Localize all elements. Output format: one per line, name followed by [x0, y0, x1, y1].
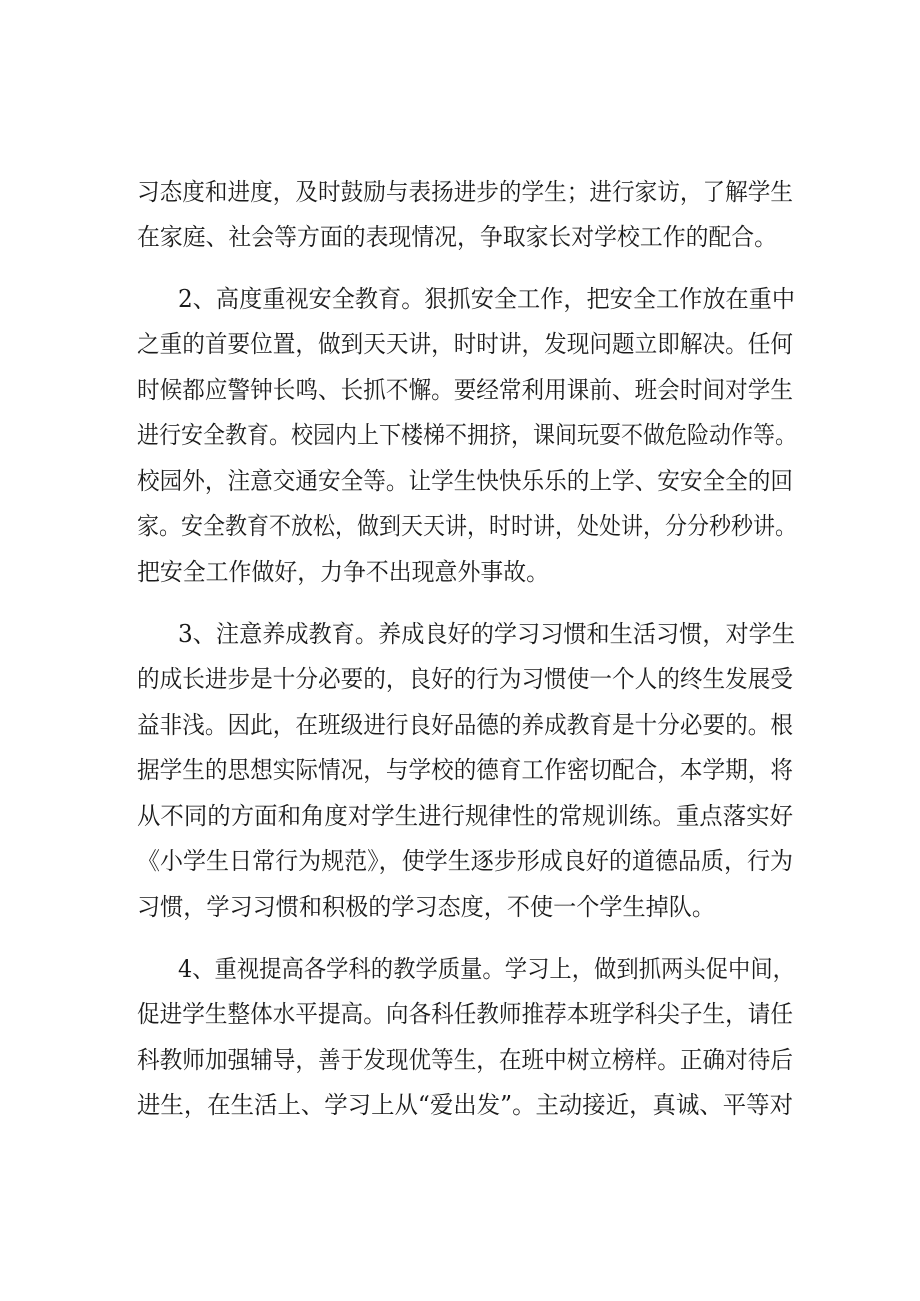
paragraph-3-line-2	[0, 655, 920, 703]
paragraph-2-line-2	[0, 320, 920, 368]
paragraph-3-line-4	[0, 746, 920, 794]
text-line: 3、注意养成教育。养成良好的学习习惯和生活习惯，对学生	[178, 620, 795, 648]
paragraph-1-line-1	[0, 168, 920, 216]
text-line: 在家庭、社会等方面的表现情况，争取家长对学校工作的配合。	[137, 223, 777, 251]
paragraph-2-line-6	[0, 502, 920, 550]
text-line: 科教师加强辅导，善于发现优等生，在班中树立榜样。正确对待后	[137, 1046, 793, 1074]
text-line: 校园外，注意交通安全等。让学生快快乐乐的上学、安安全全的回	[137, 467, 793, 495]
text-line: 时候都应警钟长鸣、长抓不懈。要经常利用课前、班会时间对学生	[137, 376, 793, 404]
text-line: 习态度和进度，及时鼓励与表扬进步的学生；进行家访，了解学生	[137, 178, 793, 206]
paragraph-3-line-3	[0, 701, 920, 749]
text-line: 的成长进步是十分必要的，良好的行为习惯使一个人的终生发展受	[137, 665, 793, 693]
text-line: 《小学生日常行为规范》，使学生逐步形成良好的道德品质，行为	[137, 847, 793, 875]
paragraph-2-line-3	[0, 366, 920, 414]
paragraph-4-line-2	[0, 990, 920, 1038]
paragraph-3-line-1	[0, 610, 920, 658]
text-line: 4、重视提高各学科的教学质量。学习上，做到抓两头促中间，	[178, 955, 795, 983]
paragraph-2-line-1	[0, 275, 920, 323]
paragraph-2-line-7	[0, 548, 920, 596]
paragraph-2-line-4	[0, 411, 920, 459]
text-line: 据学生的思想实际情况，与学校的德育工作密切配合，本学期，将	[137, 756, 793, 784]
text-line: 进生，在生活上、学习上从“爱出发”。主动接近，真诚、平等对	[137, 1091, 793, 1119]
text-line: 进行安全教育。校园内上下楼梯不拥挤，课间玩耍不做危险动作等。	[137, 421, 797, 449]
text-line: 促进学生整体水平提高。向各科任教师推荐本班学科尖子生，请任	[137, 1000, 793, 1028]
paragraph-3-line-7	[0, 883, 920, 931]
text-line: 习惯，学习习惯和积极的学习态度，不使一个学生掉队。	[137, 893, 715, 921]
paragraph-4-line-3	[0, 1036, 920, 1084]
paragraph-3-line-6	[0, 837, 920, 885]
text-line: 2、高度重视安全教育。狠抓安全工作，把安全工作放在重中	[178, 285, 795, 313]
paragraph-2-line-5	[0, 457, 920, 505]
text-line: 益非浅。因此，在班级进行良好品德的养成教育是十分必要的。根	[137, 711, 793, 739]
paragraph-4-line-4	[0, 1081, 920, 1129]
paragraph-4-line-1	[0, 945, 920, 993]
text-line: 从不同的方面和角度对学生进行规律性的常规训练。重点落实好	[137, 802, 793, 830]
paragraph-3-line-5	[0, 792, 920, 840]
text-line: 家。安全教育不放松，做到天天讲，时时讲，处处讲，分分秒秒讲。	[137, 512, 797, 540]
text-line: 之重的首要位置，做到天天讲，时时讲，发现问题立即解决。任何	[137, 330, 793, 358]
paragraph-1-line-2	[0, 213, 920, 261]
text-line: 把安全工作做好，力争不出现意外事故。	[137, 558, 549, 586]
